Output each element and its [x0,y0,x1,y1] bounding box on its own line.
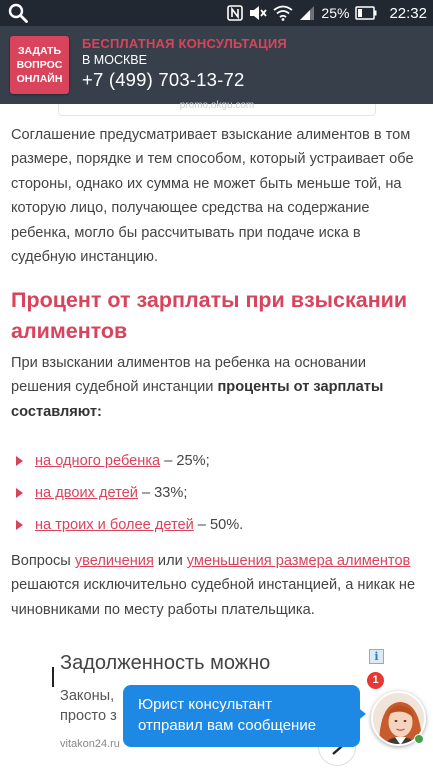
bullet-triangle-icon [16,520,23,530]
site-header [0,26,433,104]
list-item-value: – 33%; [137,485,188,501]
link-one-child[interactable]: на одного ребенка [35,453,161,469]
ad-info-icon[interactable]: i [369,649,384,664]
bullet-triangle-icon [16,488,23,498]
header-title: БЕСПЛАТНАЯ КОНСУЛЬТАЦИЯ [82,36,287,51]
percent-list [16,449,243,545]
link-decrease-alimony[interactable]: уменьшения размера алиментов [186,553,411,569]
bullet-triangle-icon [16,456,23,466]
chat-bubble-tail [356,706,366,722]
online-status-dot [414,734,424,744]
link-two-children[interactable]: на двоих детей [35,485,138,501]
paragraph-changes [11,549,423,622]
ad-title[interactable]: Задолженность можно [60,652,271,674]
mute-icon [249,5,267,21]
link-increase[interactable]: увеличения [74,553,154,569]
paragraph-percent [11,351,423,424]
unread-badge: 1 [367,672,384,689]
signal-icon [299,5,315,21]
paragraph-agreement: Соглашение предусматривает взыскание алиментов в том размере, порядке и тем способом, который устраивает обе стороны, однако их сумма не может быть меньше той, на которую лицо, получающее средства на содержание ребенка, могло бы рассчитывать при подаче иска в судебную инстанцию. [11,127,414,266]
header-subtitle: В МОСКВЕ [82,53,147,67]
status-bar [0,0,433,26]
ask-question-button[interactable]: ЗАДАТЬ ВОПРОС ОНЛАЙН [10,36,69,94]
paragraph-bold: проценты от зарплаты составляют: [11,379,384,420]
paragraph-text: При взыскании алиментов на ребенка на основании решения судебной инстанции [11,355,366,396]
list-item-value: – 25%; [160,453,210,469]
text-cursor [52,667,54,687]
link-three-children[interactable]: на троих и более детей [35,517,194,533]
search-icon[interactable] [8,3,28,28]
clock: 22:32 [389,4,427,22]
ad-domain: vitakon24.ru [60,738,120,750]
list-item [16,481,243,513]
paragraph-text: Вопросы [11,553,75,569]
ad-text: Законы, просто з [60,688,117,724]
battery-icon [355,6,377,20]
paragraph-text: или [153,553,187,569]
battery-percent: 25% [321,5,350,21]
list-item [16,513,243,545]
ad-peek-url: promo.okgu.com [179,100,255,111]
list-item [16,449,243,481]
phone-link[interactable]: +7 (499) 703-13-72 [82,69,245,90]
ad-peek[interactable] [58,100,376,116]
chat-message-bubble[interactable]: Юрист консультант отправил вам сообщение [123,685,360,747]
section-heading: Процент от зарплаты при взыскании алиментов [11,288,408,343]
list-item-value: – 50%. [193,517,244,533]
paragraph-text: решаются исключительно судебной инстанцией, а никак не чиновниками по месту работы плательщика. [11,577,416,618]
nfc-icon [227,5,243,21]
wifi-icon [273,5,293,21]
